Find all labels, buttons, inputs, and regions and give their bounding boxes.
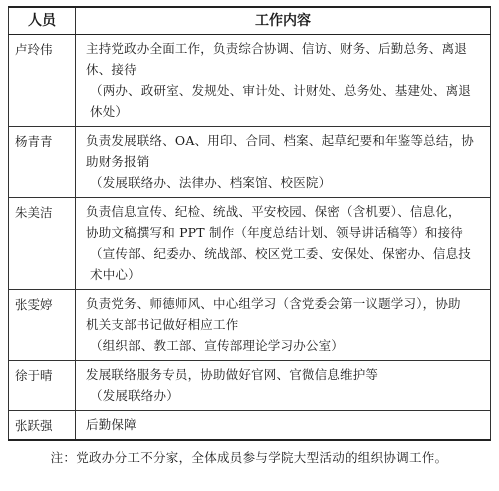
table-header: [9, 7, 491, 35]
department-line: （宣传部、纪委办、统战部、校区党工委、安保处、保密办、信息技: [90, 246, 472, 261]
work-content: [76, 361, 491, 411]
department-line: 休处）: [90, 104, 129, 119]
table-row: [9, 127, 491, 198]
work-line: 协助文稿撰写和 PPT 制作（年度总结计划、领导讲话稿等）和接待: [86, 225, 464, 240]
work-line: 主持党政办全面工作，负责综合协调、信访、财务、后勤总务、离退: [86, 41, 468, 56]
table-row: [9, 198, 491, 290]
work-content: [76, 35, 491, 127]
work-line: 助财务报销: [86, 154, 150, 169]
department-line: （发展联络办、法律办、档案馆、校医院）: [90, 175, 332, 190]
work-line: 负责信息宣传、纪检、统战、平安校园、保密（含机要）、信息化，: [86, 204, 461, 219]
work-line: 后勤保障: [86, 417, 137, 432]
table-row: [9, 411, 491, 441]
department-line: （组织部、教工部、宣传部理论学习办公室）: [90, 338, 345, 353]
header-work-content: 工作内容: [76, 7, 491, 35]
header-person: 人员: [9, 7, 76, 35]
work-line: 机关支部书记做好相应工作: [86, 317, 239, 332]
work-content: [76, 411, 491, 441]
work-line: 发展联络服务专员，协助做好官网、官微信息维护等: [86, 367, 379, 382]
table-row: [9, 361, 491, 411]
person-name: 张雯婷: [9, 290, 76, 361]
department-line: （两办、政研室、发规处、审计处、计财处、总务处、基建处、离退: [90, 83, 472, 98]
person-name: 张跃强: [9, 411, 76, 441]
work-content: [76, 290, 491, 361]
person-name: 卢玲伟: [9, 35, 76, 127]
document: [8, 6, 490, 466]
footnote: 注：党政办分工不分家，全体成员参与学院大型活动的组织协调工作。: [50, 450, 448, 465]
person-name: 朱美洁: [9, 198, 76, 290]
person-name: 徐于晴: [9, 361, 76, 411]
duty-table: [8, 6, 491, 441]
header-row: [9, 7, 491, 35]
work-line: 休、接待: [86, 62, 137, 77]
work-line: 负责党务、师德师风、中心组学习（含党委会第一议题学习），协助: [86, 296, 461, 311]
department-line: （发展联络办）: [90, 388, 179, 403]
work-content: [76, 127, 491, 198]
work-line: 负责发展联络、OA、用印、合同、档案、起草纪要和年鉴等总结，协: [86, 133, 474, 148]
table-body: [9, 35, 491, 441]
department-line: 术中心）: [90, 267, 141, 282]
person-name: 杨青青: [9, 127, 76, 198]
table-row: [9, 290, 491, 361]
table-row: [9, 35, 491, 127]
work-content: [76, 198, 491, 290]
